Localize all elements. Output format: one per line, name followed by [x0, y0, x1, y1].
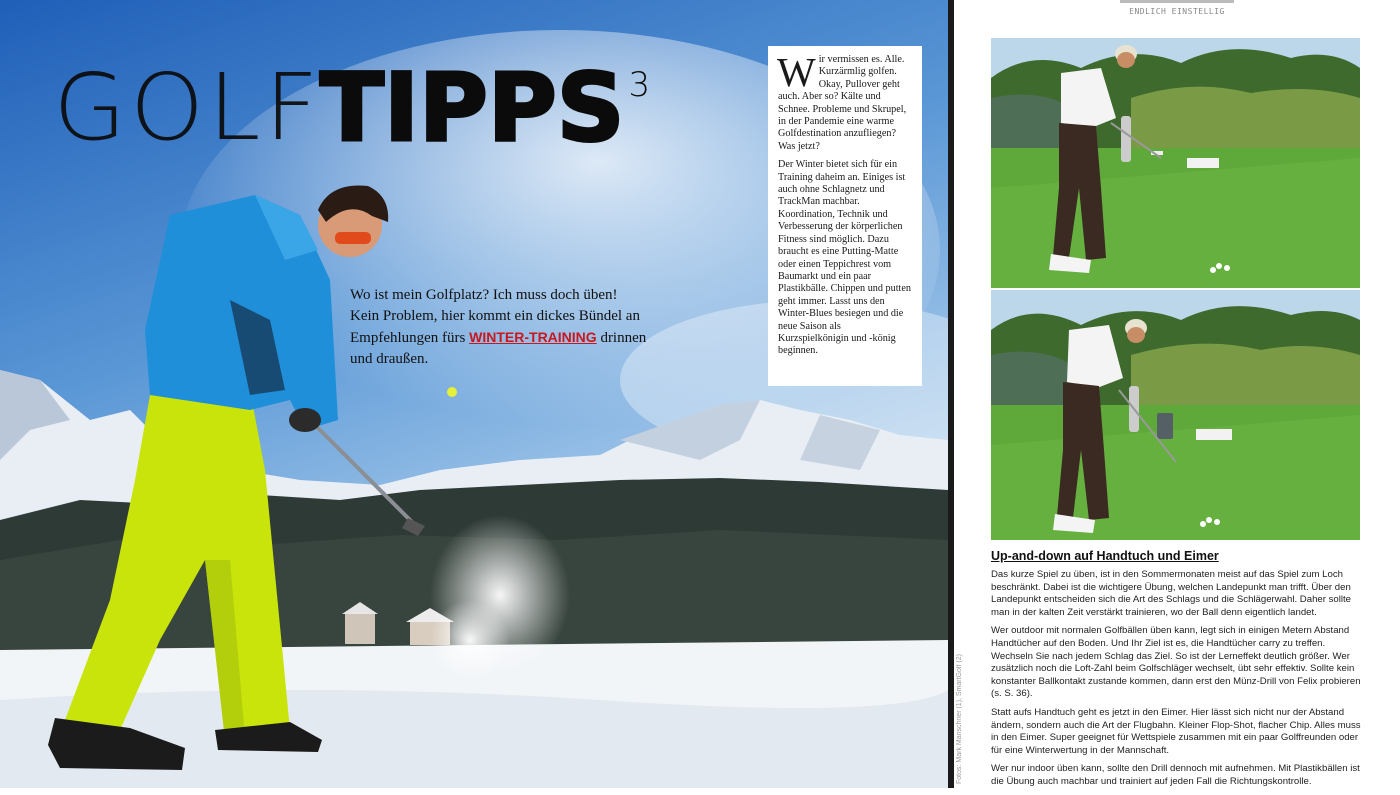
- photo-golfer-chipping-2: [991, 290, 1360, 540]
- intro-box: [768, 46, 922, 386]
- photo-credit: Fotos: Mark Manschner (1), SmartGolf (2): [956, 654, 963, 784]
- teaser-text: [350, 285, 650, 370]
- article-body: [991, 569, 1361, 795]
- article-paragraph: Wer outdoor mit normalen Golfbällen üben kann, legt sich in einigen Metern Abstand Handtücher auf den Boden. Und Ihr Ziel ist es, die Handtücher carry zu treffen. Wechseln Sie nach jedem Schlag das Ziel. So ist der Lerneffekt deutlich größer. Wer zusätzlich noch die Loft-Zahl beim Golfschläger wechselt, übt sehr effektiv. Sollte kein konstanter Ballkontakt zustande kommen, dann erst den Münz-Drill von Felix probieren (s. S. 36).: [991, 625, 1361, 700]
- photo-golfer-chipping-1: [991, 38, 1360, 288]
- magazine-title: [53, 54, 651, 163]
- right-page: [954, 0, 1400, 788]
- intro-paragraph-1: Wir vermissen es. Alle. Kurzärmlig golfen. Okay, Pullover geht auch. Aber so? Kälte und Schnee. Probleme und Skrupel, in der Pandemie eine warme Golfdestination anzufliegen? Was jetzt?: [777, 49, 907, 152]
- article-paragraph: Statt aufs Handtuch geht es jetzt in den Eimer. Hier lässt sich nicht nur der Abstand ändern, sondern auch die Art der Flugbahn. Kleiner Flop-Shot, flacher Chip. Alles muss in den Eimer. Super geeignet für Wettspiele zusammen mit ein paar Golffreunden oder für eine Winterwertung in der Mannschaft.: [991, 706, 1361, 756]
- article-paragraph: Wer nur indoor üben kann, sollte den Drill dennoch mit aufnehmen. Mit Plastikbällen ist die Übung auch machbar und trainiert auf jeden Fall die Richtungskontrolle.: [991, 763, 1360, 787]
- teaser-after: drinnen und draußen.: [350, 330, 647, 367]
- title-superscript: 3: [628, 65, 651, 105]
- photo-drill-towel: [991, 38, 1360, 288]
- photo-drill-bucket: [991, 290, 1360, 540]
- teaser-highlight: WINTER-TRAINING: [469, 329, 597, 345]
- title-golf: GOLF: [53, 54, 323, 161]
- intro-paragraph-2: Der Winter bietet sich für ein Training daheim an. Einiges ist auch ohne Schlagnetz und TrackMan machbar. Koordination, Technik und Verbesserung der körperlichen Fitness sind möglich. Dazu braucht es eine Putting-Matte oder einen Teppichrest vom Baumarkt und ein paar Plastikbälle. Chippen und putten geht immer. Lasst uns den Winter-Blues besiegen und die neue Saison als Kurzspielkönigin und -könig beginnen.: [778, 159, 911, 357]
- section-tag: ENDLICH EINSTELLIG: [1120, 0, 1234, 16]
- dropcap: W: [777, 49, 816, 95]
- article-heading: Up-and-down auf Handtuch und Eimer: [991, 549, 1219, 563]
- article-paragraph: Das kurze Spiel zu üben, ist in den Sommermonaten meist auf das Spiel zum Loch beschränkt. Dabei ist die wichtigere Übung, welchen Landepunkt man trifft. Über den Landepunkt entscheiden sich die Art des Schlags und die Schlägerwahl. Daher sollte man in der kalten Zeit verstärkt trainieren, wo der Ball denn eigentlich landet.: [991, 569, 1351, 618]
- teaser-before: Wo ist mein Golfplatz? Ich muss doch üben! Kein Problem, hier kommt ein dickes Bündel an Empfehlungen fürs: [350, 287, 640, 346]
- title-tipps: TIPPS: [319, 54, 625, 163]
